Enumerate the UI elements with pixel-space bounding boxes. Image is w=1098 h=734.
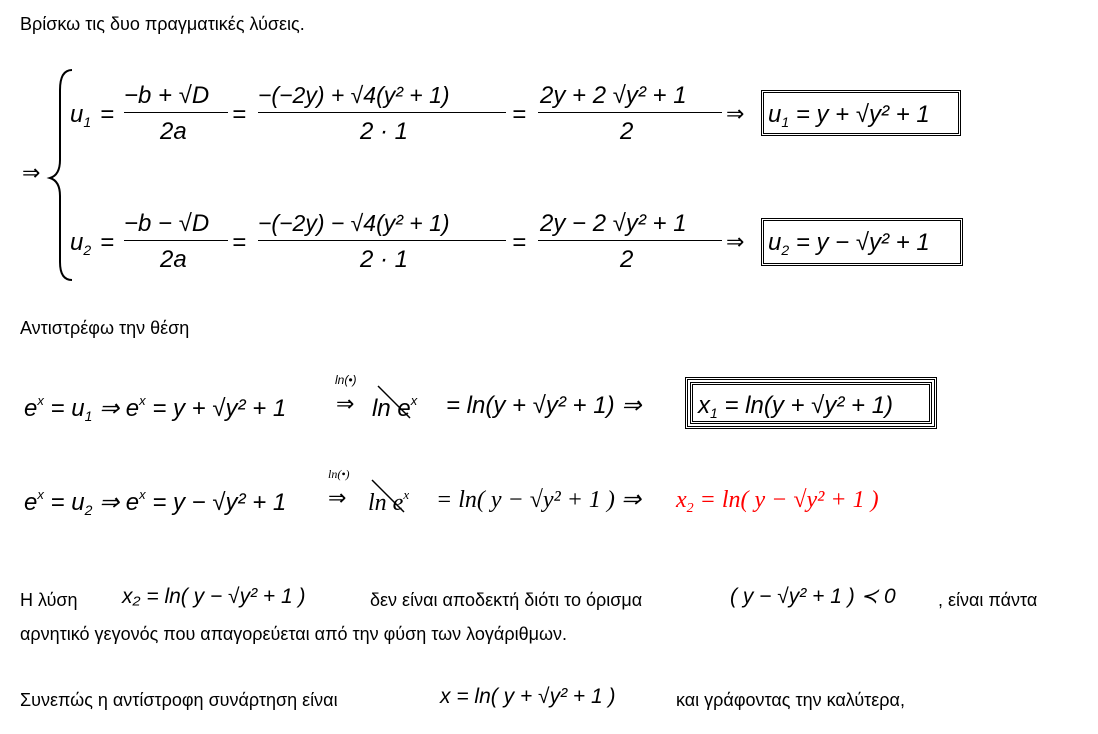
inverse-text: Αντιστρέφω την θέση <box>20 318 190 338</box>
intro-text: Βρίσκω τις δυο πραγματικές λύσεις. <box>20 14 305 34</box>
eq3-left: $e^x = u_1$ ⇒ $e^x = y + √y^2 + 1$ <box>24 393 287 424</box>
fraction2-denominator: 2 · 1 <box>360 246 409 273</box>
fraction2-denominator: 2 · 1 <box>360 118 409 145</box>
u1-result: $u_1 = y + √y^2 + 1$ <box>768 101 930 130</box>
implies-symbol: ⇒ <box>336 392 355 417</box>
para1-end: , είναι πάντα <box>938 590 1038 610</box>
eq3-rhs: = ln(y + √y² + 1) ⇒ <box>446 392 642 419</box>
para1-expression: x₂ = ln( y − √y² + 1 ) <box>122 585 306 608</box>
implies-symbol: ⇒ <box>22 161 41 186</box>
ln-label: ln(•) <box>328 467 350 481</box>
u2-result: $u_2 = y - √y^2 + 1$ <box>768 229 930 258</box>
fraction1-numerator: −b + √D <box>124 82 210 109</box>
fraction3-numerator: 2y − 2 √y² + 1 <box>540 210 687 237</box>
eq4-mid: $\ln e^x$ <box>368 487 410 516</box>
equals: = <box>100 101 115 128</box>
para1-start: Η λύση <box>20 590 78 610</box>
ln-label: ln(•) <box>335 373 357 387</box>
para2-start: Συνεπώς η αντίστροφη συνάρτηση είναι <box>20 690 338 710</box>
eq4-rhs: = ln( y − √y² + 1 ) ⇒ <box>436 487 642 513</box>
fraction1-numerator: −b − √D <box>124 210 210 237</box>
para2-expression: x = ln( y + √y² + 1 ) <box>440 685 616 708</box>
u1-lhs: $u_1$ <box>70 101 92 130</box>
para1-middle: δεν είναι αποδεκτή διότι το όρισμα <box>370 590 643 610</box>
eq3-mid: $\ln e^x$ <box>372 393 418 422</box>
fraction3-numerator: 2y + 2 √y² + 1 <box>540 82 687 109</box>
fraction1-denominator: 2a <box>160 118 187 145</box>
u2-lhs: $u_2$ <box>70 229 92 258</box>
para2-end: και γράφοντας την καλύτερα, <box>676 690 905 710</box>
implies-symbol: ⇒ <box>726 230 745 255</box>
fraction1-denominator: 2a <box>160 246 187 273</box>
para1-line2: αρνητικό γεγονός που απαγορεύεται από την φύση των λογάριθμων. <box>20 624 568 644</box>
fraction2-numerator: −(−2y) + √4(y² + 1) <box>258 82 450 108</box>
fraction3-denominator: 2 <box>620 118 634 145</box>
implies-symbol: ⇒ <box>328 486 347 511</box>
x2-result-red: $x_2 = \ln$( y − √y² + 1 ) <box>676 487 879 516</box>
x1-result: $x_1 = \ln(y + √y^2 + 1)$ <box>698 392 894 421</box>
implies-symbol: ⇒ <box>726 102 745 127</box>
para1-expression2: ( y − √y² + 1 ) ≺ 0 <box>730 585 896 608</box>
fraction3-denominator: 2 <box>620 246 634 273</box>
fraction2-numerator: −(−2y) − √4(y² + 1) <box>258 210 450 236</box>
eq4-left: $e^x = u_2$ ⇒ $e^x = y - √y^2 + 1$ <box>24 487 287 518</box>
